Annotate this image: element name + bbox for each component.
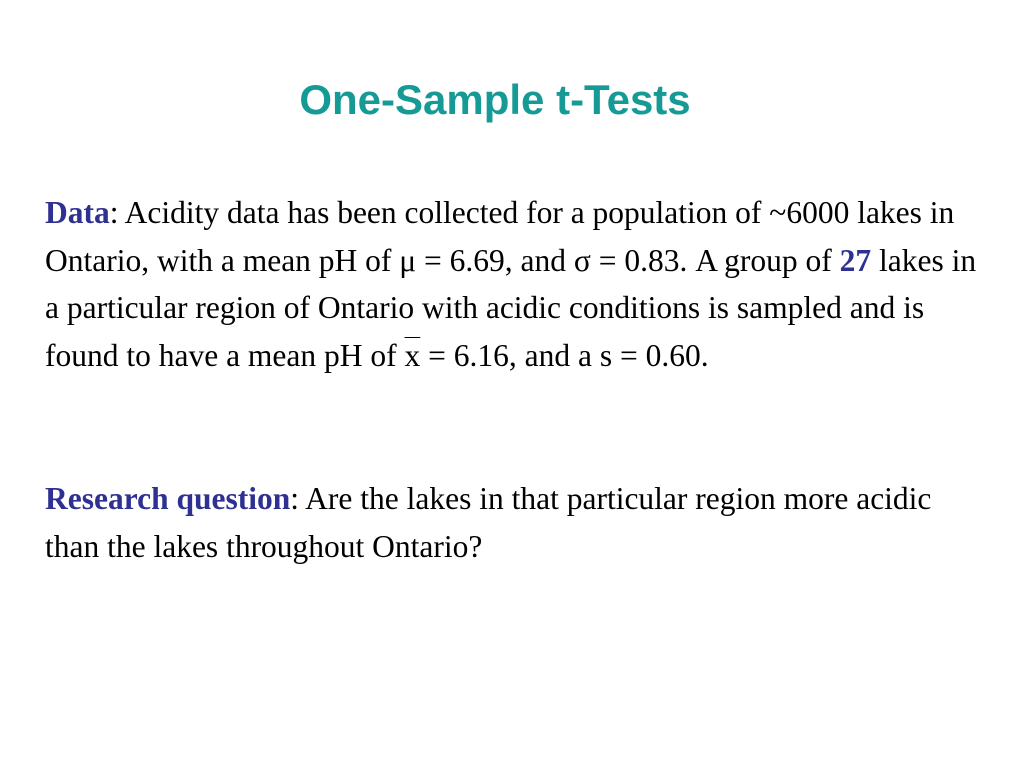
data-text-part-2: lakes in a particular region of Ontario with acidic conditions is sampled and is found to have a mean pH of <box>45 242 977 373</box>
sample-mean-symbol: $\overline{x}$ <box>404 337 421 373</box>
slide-title: One-Sample t-Tests <box>299 76 691 123</box>
sample-size-value: 27 <box>839 242 872 278</box>
data-paragraph <box>45 189 990 379</box>
data-text-part-1: : Acidity data has been collected for a population of ~6000 lakes in Ontario, with a mean pH of μ = 6.69, and σ = 0.83. A group of <box>45 195 955 278</box>
research-question-label: Research question <box>45 481 291 516</box>
data-text-part-3: = 6.16, and a s = 0.60. <box>420 337 709 373</box>
research-question-paragraph <box>45 475 990 570</box>
data-label: Data <box>45 195 110 230</box>
research-question-text: : Are the lakes in that particular region more acidic than the lakes throughout Ontario? <box>45 481 932 564</box>
